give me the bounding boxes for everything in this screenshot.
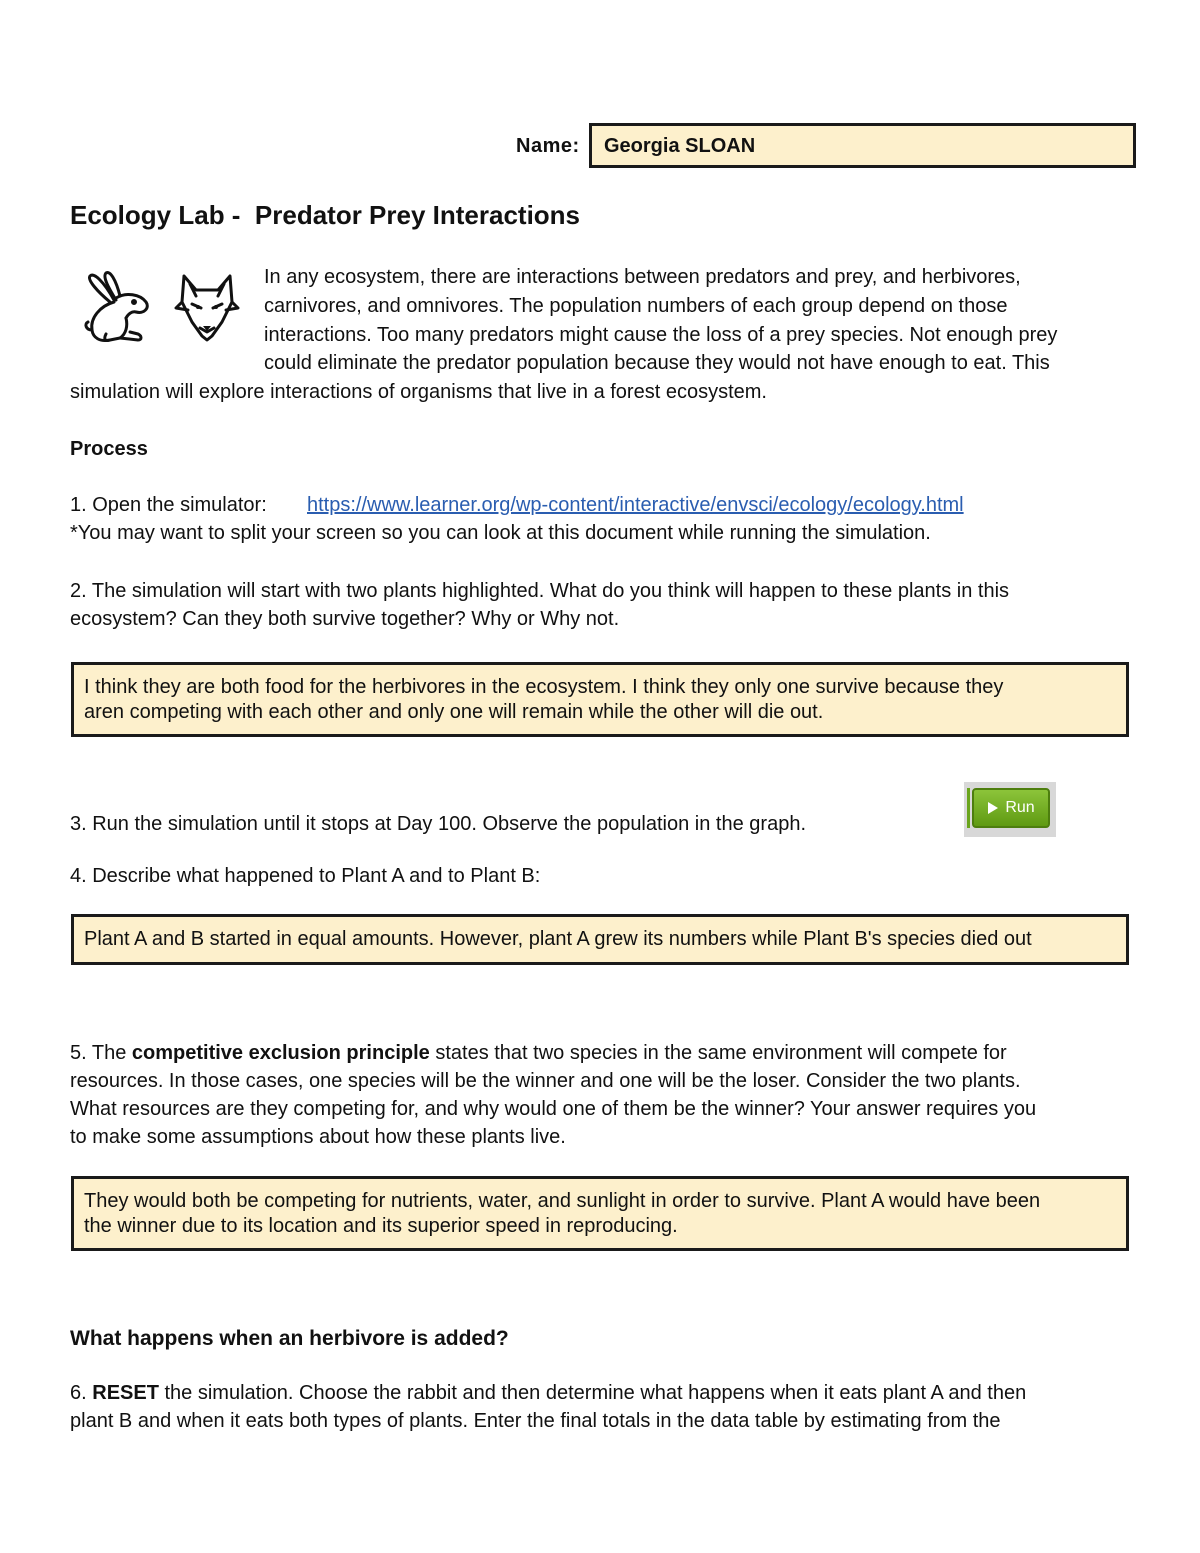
answer-box-2[interactable] <box>71 662 1129 737</box>
page-title: Ecology Lab - Predator Prey Interactions <box>70 200 581 230</box>
step2-line-2: ecosystem? Can they both survive together? Why or Why not. <box>70 608 620 630</box>
intro-line-3: interactions. Too many predators might cause the loss of a prey species. Not enough prey <box>264 324 1058 346</box>
process-heading: Process <box>70 438 148 460</box>
name-field[interactable]: Georgia SLOAN <box>589 123 1136 168</box>
step5-line-4: to make some assumptions about how these plants live. <box>70 1126 566 1148</box>
answer5-line-1: They would both be competing for nutrients, water, and sunlight in order to survive. Plant A would have been <box>84 1190 1041 1212</box>
answer-box-4[interactable] <box>71 914 1129 965</box>
answer-box-5[interactable] <box>71 1176 1129 1251</box>
rabbit-icon <box>80 268 160 346</box>
intro-line-4: could eliminate the predator population because they would not have enough to eat. This <box>264 352 1050 374</box>
step6-rest: the simulation. Choose the rabbit and then determine what happens when it eats plant A and then <box>158 1382 1027 1404</box>
run-button-edge <box>967 788 970 828</box>
step3-text: 3. Run the simulation until it stops at Day 100. Observe the population in the graph. <box>70 813 806 835</box>
step2-line-1: 2. The simulation will start with two plants highlighted. What do you think will happen to these plants in this <box>70 580 1010 602</box>
answer5-line-2: the winner due to its location and its superior speed in reproducing. <box>84 1215 678 1237</box>
step6-prefix: 6. <box>70 1382 93 1404</box>
step6-line-2: plant B and when it eats both types of plants. Enter the final totals in the data table by estimating from the <box>70 1410 1001 1432</box>
intro-line-5: simulation will explore interactions of organisms that live in a forest ecosystem. <box>70 381 767 403</box>
intro-line-2: carnivores, and omnivores. The population numbers of each group depend on those <box>264 295 1008 317</box>
step6-line-1 <box>70 1379 1026 1408</box>
step5-line-2: resources. In those cases, one species will be the winner and one will be the loser. Consider the two plants. <box>70 1070 1021 1092</box>
step1-note: *You may want to split your screen so you can look at this document while running the simulation. <box>70 522 931 544</box>
name-label: Name: <box>516 135 580 157</box>
run-button-screenshot <box>964 782 1056 837</box>
step5-bold-term: competitive exclusion principle <box>131 1042 430 1064</box>
step5-line-1 <box>70 1039 1007 1068</box>
step1-label: 1. Open the simulator: <box>70 494 267 516</box>
step4-text: 4. Describe what happened to Plant A and to Plant B: <box>70 865 541 887</box>
answer4-text: Plant A and B started in equal amounts. However, plant A grew its numbers while Plant B's species died out <box>84 928 1032 950</box>
intro-line-1: In any ecosystem, there are interactions between predators and prey, and herbivores, <box>264 266 1021 288</box>
simulator-link[interactable]: https://www.learner.org/wp-content/interactive/envsci/ecology/ecology.html <box>307 494 964 516</box>
step5-line-3: What resources are they competing for, and why would one of them be the winner? Your answer requires you <box>70 1098 1037 1120</box>
herbivore-heading: What happens when an herbivore is added? <box>70 1327 509 1350</box>
play-icon <box>987 802 999 814</box>
step6-bold-reset: RESET <box>92 1382 159 1404</box>
step5-prefix: 5. The <box>70 1042 132 1064</box>
wolf-icon <box>174 270 240 346</box>
answer2-line-2: aren competing with each other and only one will remain while the other will die out. <box>84 701 824 723</box>
run-button[interactable] <box>972 788 1050 828</box>
step5-rest: states that two species in the same environment will compete for <box>429 1042 1007 1064</box>
run-button-label: Run <box>1005 799 1035 816</box>
answer2-line-1: I think they are both food for the herbivores in the ecosystem. I think they only one survive because they <box>84 676 1004 698</box>
